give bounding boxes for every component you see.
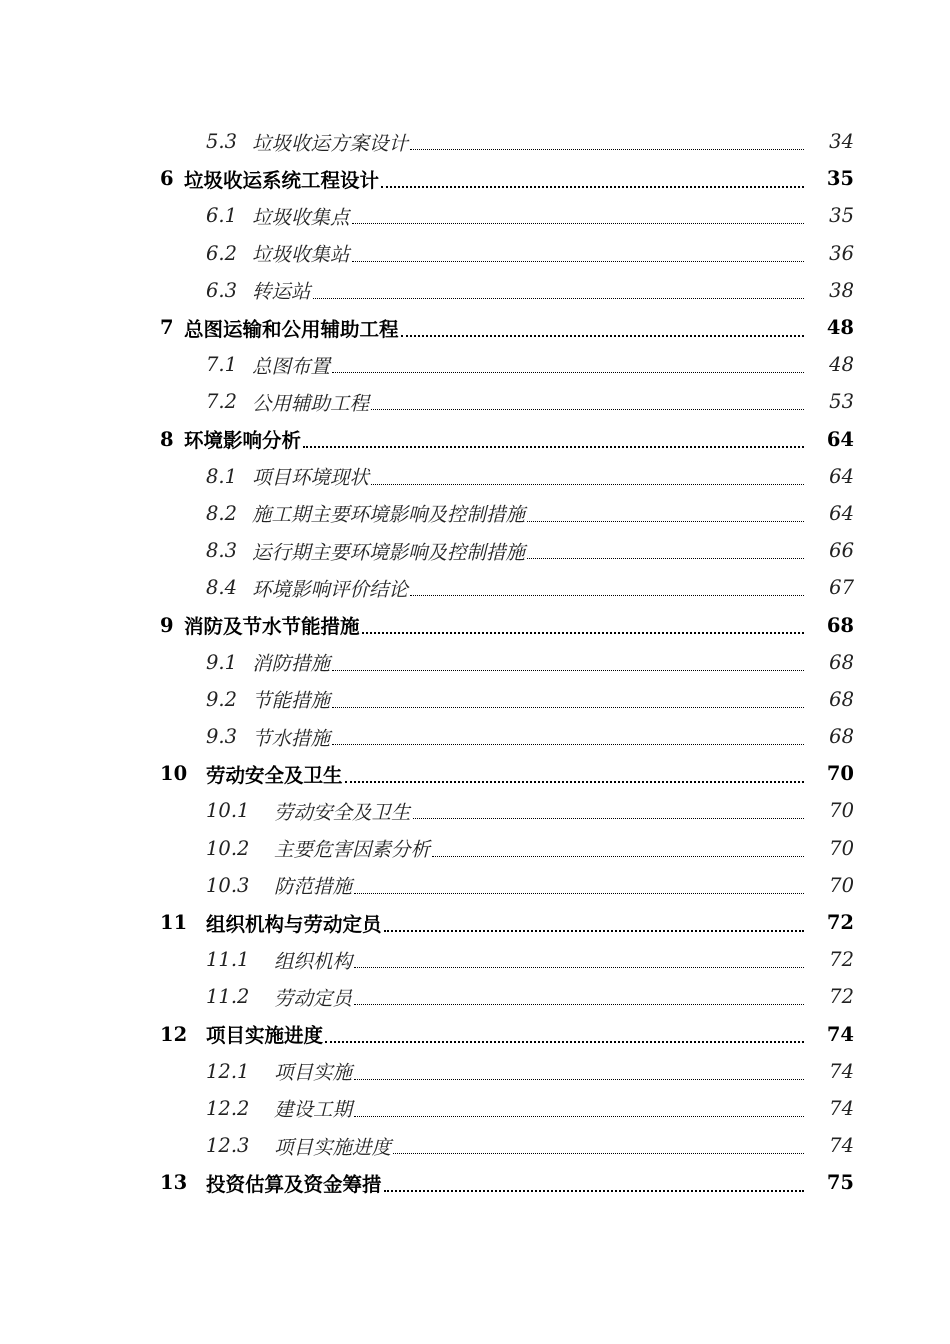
- toc-chapter-entry[interactable]: [160, 606, 854, 643]
- toc-dot-leader: [371, 462, 804, 485]
- toc-dot-leader: [332, 722, 804, 745]
- toc-dot-leader: [371, 387, 804, 410]
- toc-section-entry[interactable]: [160, 830, 854, 867]
- toc-entry-title: 组织机构: [274, 949, 353, 973]
- toc-entry-page-number: 70: [829, 873, 854, 897]
- toc-section-entry[interactable]: [160, 235, 854, 272]
- toc-dot-leader: [345, 759, 804, 783]
- toc-entry-title: 投资估算及资金筹措: [206, 1172, 382, 1196]
- toc-dot-leader: [393, 1131, 804, 1154]
- toc-section-entry[interactable]: [160, 458, 854, 495]
- toc-entry-page-number: 48: [829, 353, 854, 377]
- toc-entry-title: 垃圾收运方案设计: [252, 131, 409, 155]
- toc-dot-leader: [410, 573, 804, 596]
- toc-chapter-entry[interactable]: [160, 421, 854, 458]
- toc-dot-leader: [410, 127, 804, 150]
- toc-section-entry[interactable]: [160, 792, 854, 829]
- toc-entry-page-number: 74: [829, 1096, 854, 1120]
- toc-section-entry[interactable]: [160, 1090, 854, 1127]
- toc-entry-title: 节水措施: [252, 726, 331, 750]
- toc-dot-leader: [313, 276, 804, 299]
- toc-entry-page-number: 70: [826, 762, 854, 786]
- toc-entry-page-number: 67: [829, 576, 854, 600]
- toc-entry-number: 12.3: [206, 1134, 250, 1158]
- toc-dot-leader: [354, 1094, 804, 1117]
- toc-entry-number: 10.1: [206, 799, 250, 823]
- toc-entry-title: 节能措施: [252, 689, 331, 713]
- toc-entry-number: 6.1: [206, 204, 238, 228]
- toc-entry-title: 防范措施: [274, 875, 353, 899]
- toc-entry-page-number: 35: [826, 167, 854, 191]
- toc-dot-leader: [413, 796, 804, 819]
- toc-entry-page-number: 74: [829, 1059, 854, 1083]
- toc-section-entry[interactable]: [160, 978, 854, 1015]
- toc-dot-leader: [352, 239, 804, 262]
- toc-entry-page-number: 74: [829, 1134, 854, 1158]
- toc-entry-page-number: 72: [829, 948, 854, 972]
- toc-section-entry[interactable]: [160, 532, 854, 569]
- toc-entry-number: 9.3: [206, 725, 238, 749]
- toc-chapter-entry[interactable]: [160, 904, 854, 941]
- toc-entry-number: 8.3: [206, 539, 238, 563]
- toc-section-entry[interactable]: [160, 383, 854, 420]
- toc-entry-number: 12.2: [206, 1096, 250, 1120]
- toc-entry-number: 11: [160, 911, 188, 935]
- toc-entry-page-number: 64: [829, 464, 854, 488]
- toc-entry-number: 6: [160, 167, 174, 191]
- toc-entry-number: 10.2: [206, 836, 250, 860]
- toc-entry-title: 垃圾收集站: [252, 243, 350, 267]
- toc-section-entry[interactable]: [160, 867, 854, 904]
- toc-entry-page-number: 64: [826, 427, 854, 451]
- toc-section-entry[interactable]: [160, 197, 854, 234]
- toc-entry-page-number: 70: [829, 836, 854, 860]
- toc-entry-page-number: 38: [829, 278, 854, 302]
- toc-entry-title: 运行期主要环境影响及控制措施: [252, 540, 526, 564]
- toc-dot-leader: [384, 908, 804, 932]
- toc-entry-title: 总图运输和公用辅助工程: [184, 317, 399, 341]
- toc-section-entry[interactable]: [160, 644, 854, 681]
- toc-dot-leader: [332, 648, 804, 671]
- toc-dot-leader: [381, 164, 804, 188]
- toc-section-entry[interactable]: [160, 346, 854, 383]
- toc-dot-leader: [527, 499, 804, 522]
- toc-section-entry[interactable]: [160, 495, 854, 532]
- toc-entry-title: 劳动定员: [274, 986, 353, 1010]
- toc-entry-title: 垃圾收运系统工程设计: [184, 168, 380, 192]
- toc-entry-title: 转运站: [252, 280, 311, 304]
- toc-dot-leader: [362, 610, 804, 634]
- toc-dot-leader: [354, 1057, 804, 1080]
- toc-entry-title: 消防及节水节能措施: [184, 615, 360, 639]
- toc-entry-number: 8: [160, 427, 174, 451]
- toc-chapter-entry[interactable]: [160, 1016, 854, 1053]
- toc-entry-number: 6.2: [206, 241, 238, 265]
- toc-dot-leader: [352, 201, 804, 224]
- toc-entry-page-number: 74: [826, 1022, 854, 1046]
- toc-entry-number: 12.1: [206, 1059, 250, 1083]
- toc-entry-page-number: 68: [829, 650, 854, 674]
- toc-dot-leader: [325, 1019, 804, 1043]
- toc-dot-leader: [332, 350, 804, 373]
- toc-entry-page-number: 34: [829, 130, 854, 154]
- toc-entry-title: 项目实施: [274, 1061, 353, 1085]
- toc-entry-page-number: 72: [829, 985, 854, 1009]
- toc-entry-title: 项目实施进度: [206, 1024, 324, 1048]
- toc-chapter-entry[interactable]: [160, 1164, 854, 1201]
- toc-entry-title: 公用辅助工程: [252, 391, 370, 415]
- toc-entry-number: 10: [160, 762, 188, 786]
- toc-entry-number: 7.2: [206, 390, 238, 414]
- toc-entry-number: 13: [160, 1171, 188, 1195]
- toc-entry-title: 劳动安全及卫生: [206, 763, 343, 787]
- toc-entry-number: 8.1: [206, 464, 238, 488]
- toc-dot-leader: [303, 424, 804, 448]
- toc-entry-title: 环境影响评价结论: [252, 577, 409, 601]
- toc-entry-page-number: 68: [829, 687, 854, 711]
- toc-entry-page-number: 72: [826, 911, 854, 935]
- toc-section-entry[interactable]: [160, 123, 854, 160]
- toc-dot-leader: [432, 834, 804, 857]
- toc-dot-leader: [527, 536, 804, 559]
- toc-section-entry[interactable]: [160, 569, 854, 606]
- toc-entry-title: 组织机构与劳动定员: [206, 912, 382, 936]
- toc-entry-page-number: 53: [829, 390, 854, 414]
- toc-dot-leader: [354, 945, 804, 968]
- toc-entry-number: 8.4: [206, 576, 238, 600]
- toc-entry-title: 消防措施: [252, 652, 331, 676]
- toc-chapter-entry[interactable]: [160, 755, 854, 792]
- toc-section-entry[interactable]: [160, 272, 854, 309]
- toc-entry-number: 9.1: [206, 650, 238, 674]
- toc-entry-title: 项目实施进度: [274, 1135, 392, 1159]
- toc-chapter-entry[interactable]: [160, 309, 854, 346]
- toc-section-entry[interactable]: [160, 681, 854, 718]
- toc-entry-title: 总图布置: [252, 354, 331, 378]
- toc-section-entry[interactable]: [160, 941, 854, 978]
- table-of-contents: [160, 123, 854, 1201]
- toc-dot-leader: [354, 871, 804, 894]
- toc-section-entry[interactable]: [160, 1053, 854, 1090]
- toc-chapter-entry[interactable]: [160, 160, 854, 197]
- toc-entry-page-number: 64: [829, 501, 854, 525]
- toc-entry-number: 8.2: [206, 501, 238, 525]
- toc-entry-number: 11.2: [206, 985, 250, 1009]
- toc-entry-title: 施工期主要环境影响及控制措施: [252, 503, 526, 527]
- toc-entry-title: 劳动安全及卫生: [274, 800, 411, 824]
- toc-entry-title: 环境影响分析: [184, 429, 302, 453]
- toc-section-entry[interactable]: [160, 718, 854, 755]
- toc-section-entry[interactable]: [160, 1127, 854, 1164]
- toc-entry-title: 垃圾收集点: [252, 205, 350, 229]
- toc-entry-number: 9.2: [206, 687, 238, 711]
- toc-entry-number: 6.3: [206, 278, 238, 302]
- toc-dot-leader: [332, 685, 804, 708]
- toc-entry-page-number: 75: [826, 1171, 854, 1195]
- toc-entry-page-number: 35: [829, 204, 854, 228]
- toc-entry-page-number: 36: [829, 241, 854, 265]
- toc-entry-number: 9: [160, 613, 174, 637]
- toc-entry-page-number: 48: [826, 316, 854, 340]
- toc-dot-leader: [401, 313, 804, 337]
- toc-entry-number: 11.1: [206, 948, 250, 972]
- toc-dot-leader: [384, 1168, 804, 1192]
- toc-entry-title: 主要危害因素分析: [274, 838, 431, 862]
- toc-entry-number: 7.1: [206, 353, 238, 377]
- toc-dot-leader: [354, 982, 804, 1005]
- toc-entry-number: 7: [160, 316, 174, 340]
- toc-entry-title: 建设工期: [274, 1098, 353, 1122]
- toc-entry-page-number: 68: [826, 613, 854, 637]
- toc-entry-page-number: 66: [829, 539, 854, 563]
- toc-entry-number: 10.3: [206, 873, 250, 897]
- toc-entry-title: 项目环境现状: [252, 466, 370, 490]
- toc-entry-page-number: 70: [829, 799, 854, 823]
- toc-entry-number: 12: [160, 1022, 188, 1046]
- toc-entry-page-number: 68: [829, 725, 854, 749]
- toc-entry-number: 5.3: [206, 130, 238, 154]
